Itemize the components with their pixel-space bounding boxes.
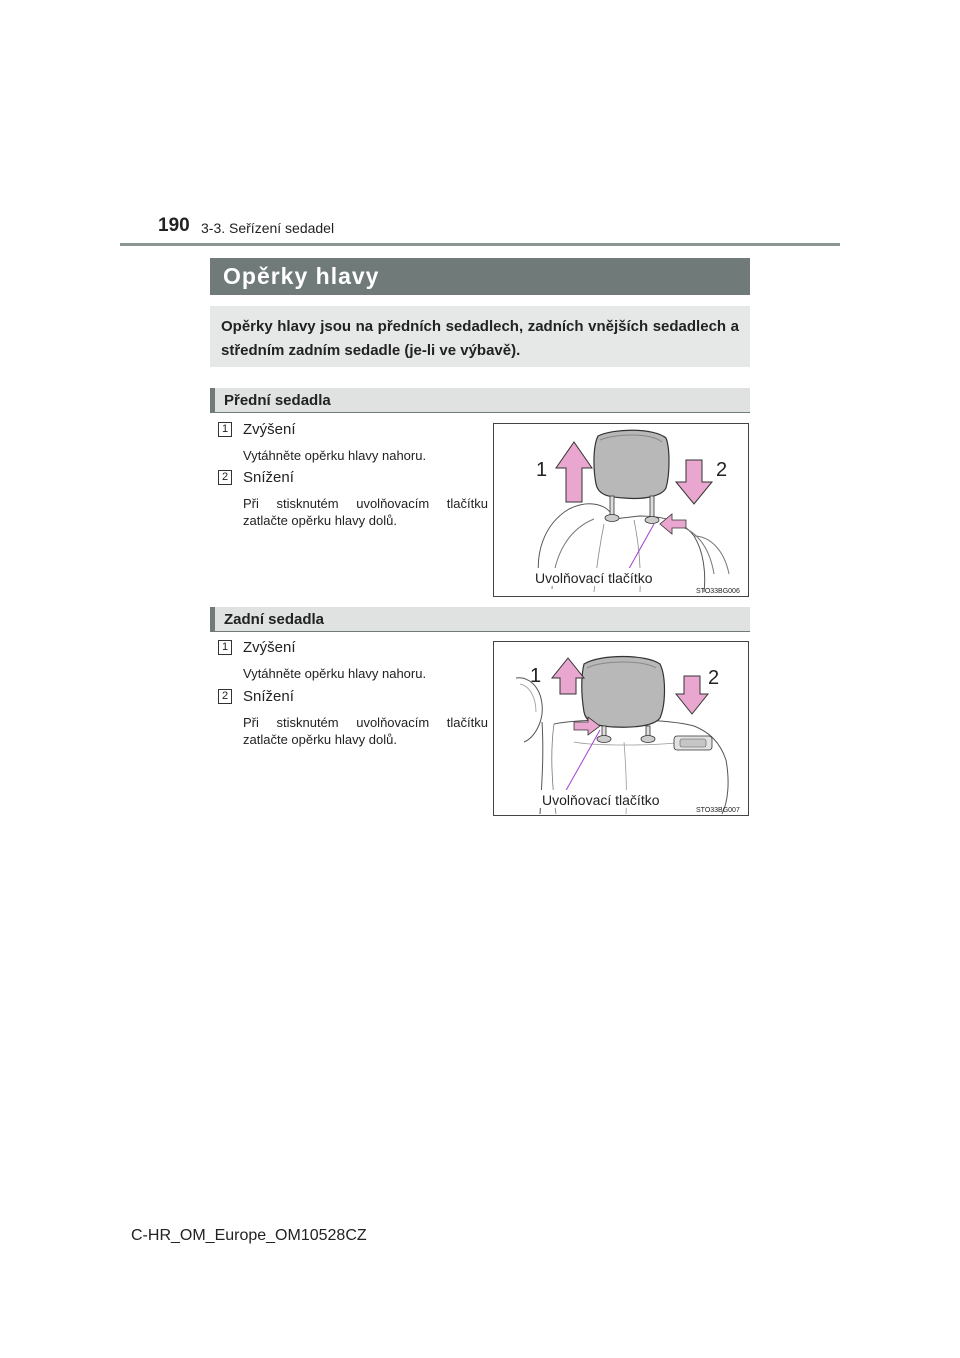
section-heading-rear: Zadní sedadla xyxy=(210,607,750,632)
header-divider xyxy=(120,243,840,246)
step-desc-lower: Při stisknutém uvolňovacím tlačítku zatlačte opěrku hlavy dolů. xyxy=(243,715,488,747)
figure-callout-1: 1 xyxy=(530,665,542,687)
front-headrest-illustration xyxy=(494,424,748,596)
footer-document-code: C-HR_OM_Europe_OM10528CZ xyxy=(131,1227,367,1244)
figure-callout-2: 2 xyxy=(708,667,720,689)
rear-headrest-illustration xyxy=(494,642,748,815)
figure-callout-1: 1 xyxy=(536,459,548,481)
step-desc-raise: Vytáhněte opěrku hlavy nahoru. xyxy=(243,666,427,681)
page-number: 190 xyxy=(158,215,190,236)
step-title-lower: Snížení xyxy=(243,688,294,705)
front-headrest-figure xyxy=(493,423,749,597)
step-title-raise: Zvýšení xyxy=(243,421,296,438)
figure-code: STO33BG007 xyxy=(696,807,740,814)
step-number-badge: 1 xyxy=(218,640,232,655)
step-desc-lower: Při stisknutém uvolňovacím tlačítku zatlačte opěrku hlavy dolů. xyxy=(243,496,488,528)
intro-text: Opěrky hlavy jsou na předních sedadlech, zadních vnějších sedadlech a středním zadním sedadle (je-li ve výbavě). xyxy=(210,306,750,367)
step-title-raise: Zvýšení xyxy=(243,639,296,656)
release-button-label: Uvolňovací tlačítko xyxy=(535,570,653,586)
figure-callout-2: 2 xyxy=(716,459,728,481)
page-title: Opěrky hlavy xyxy=(210,258,750,295)
section-heading-front: Přední sedadla xyxy=(210,388,750,413)
step-title-lower: Snížení xyxy=(243,469,294,486)
rear-headrest-figure xyxy=(493,641,749,816)
step-desc-raise: Vytáhněte opěrku hlavy nahoru. xyxy=(243,448,427,463)
step-number-badge: 2 xyxy=(218,689,232,704)
step-number-badge: 1 xyxy=(218,422,232,437)
figure-code: STO33BG006 xyxy=(696,588,740,595)
release-button-label: Uvolňovací tlačítko xyxy=(542,792,660,808)
step-number-badge: 2 xyxy=(218,470,232,485)
chapter-title: 3-3. Seřízení sedadel xyxy=(201,220,335,236)
